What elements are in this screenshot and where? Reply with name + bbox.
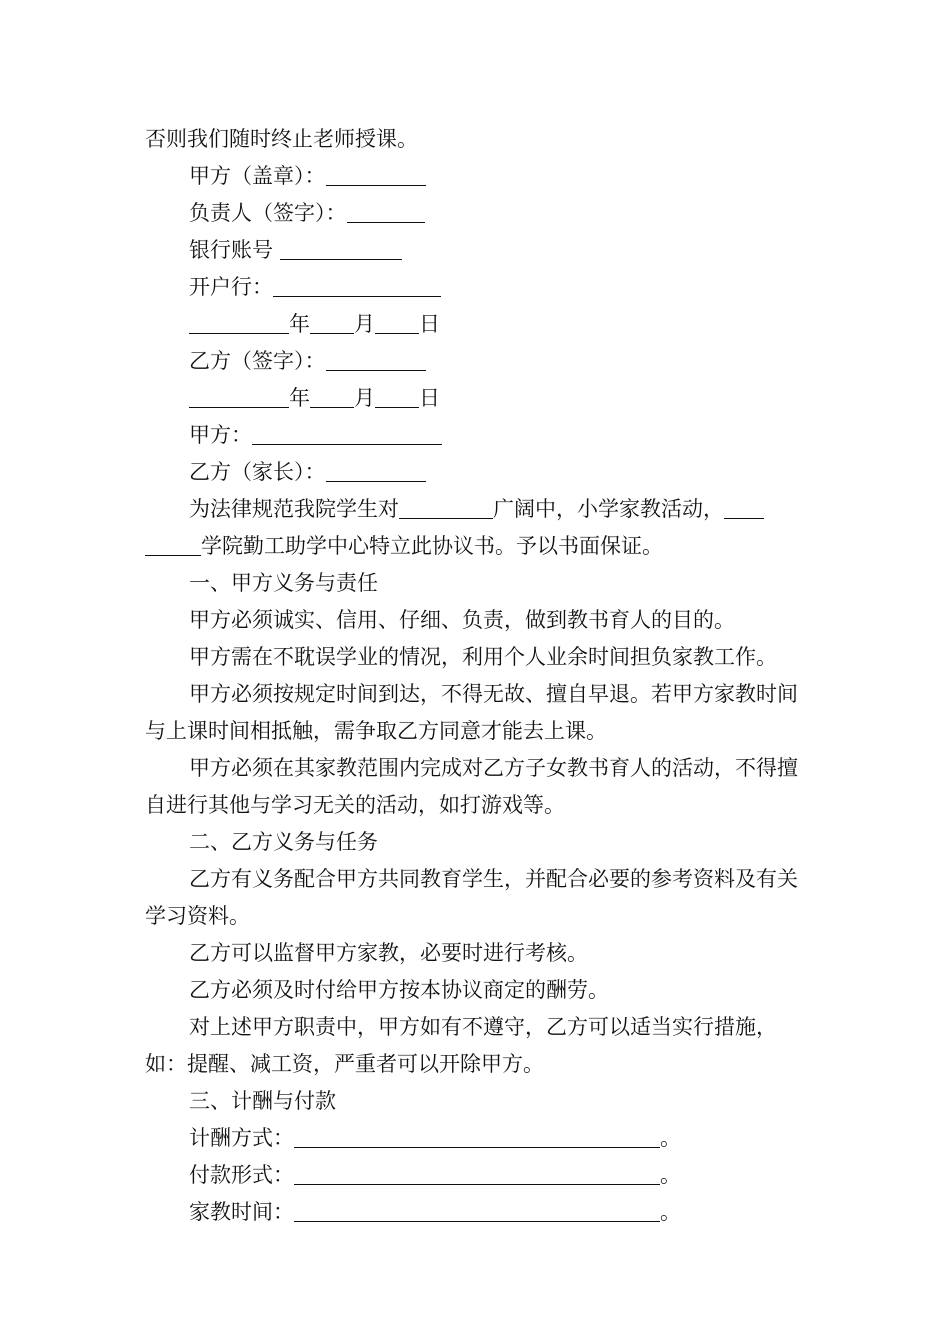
section-1-title: 一、甲方义务与责任: [189, 571, 378, 595]
section-2-para-2: 乙方可以监督甲方家教，必要时进行考核。: [189, 941, 588, 965]
pay-method-line: 计酬方式： 。: [189, 1126, 681, 1150]
section-2-para-4: 对上述甲方职责中，甲方如有不遵守，乙方可以适当实行措施，如：提醒、减工资，严重者可以开除甲方。: [145, 1015, 777, 1076]
section-1-para-2: 甲方需在不耽误学业的情况，利用个人业余时间担负家教工作。: [189, 645, 777, 669]
intro-paragraph: 为法律规范我院学生对 广阔中，小学家教活动， 学院勤工助学中心特立此协议书。予以书面保证。: [145, 491, 817, 565]
section-1-para-4: 甲方必须在其家教范围内完成对乙方子女教书育人的活动，不得擅自进行其他与学习无关的活动，如打游戏等。: [145, 756, 798, 817]
target-blank[interactable]: [399, 496, 493, 519]
section-3-title: 三、计酬与付款: [189, 1089, 336, 1113]
pay-method-blank[interactable]: [294, 1125, 660, 1148]
section-2-para-3: 乙方必须及时付给甲方按本协议商定的酬劳。: [189, 978, 609, 1002]
section-1-para-1: 甲方必须诚实、信用、仔细、负责，做到教书育人的目的。: [189, 608, 735, 632]
section-2-para-1: 乙方有义务配合甲方共同教育学生，并配合必要的参考资料及有关学习资料。: [145, 867, 798, 928]
year-blank[interactable]: [189, 311, 289, 334]
responsible-person-line: 负责人（签字）：: [145, 195, 817, 232]
date-line-2: 年 月 日: [145, 380, 817, 417]
tutor-time-blank[interactable]: [294, 1199, 660, 1222]
bank-branch-blank[interactable]: [273, 274, 441, 297]
section-2-title: 二、乙方义务与任务: [189, 830, 378, 854]
bank-account-line: 银行账号: [145, 232, 817, 269]
party-a-line: 甲方：: [145, 417, 817, 454]
day-blank[interactable]: [375, 311, 419, 334]
pay-form-blank[interactable]: [294, 1162, 660, 1185]
month-blank[interactable]: [310, 311, 354, 334]
section-1-para-3: 甲方必须按规定时间到达，不得无故、擅自早退。若甲方家教时间与上课时间相抵触，需争取乙方同意才能去上课。: [145, 682, 798, 743]
school-blank-a[interactable]: [724, 496, 764, 519]
bank-branch-line: 开户行：: [145, 269, 817, 306]
party-b-sign-blank[interactable]: [326, 348, 426, 371]
party-a-seal-blank[interactable]: [326, 163, 426, 186]
party-b-parent-line: 乙方（家长）：: [145, 454, 817, 491]
date-line-1: 年 月 日: [145, 306, 817, 343]
school-blank-b[interactable]: [145, 533, 201, 556]
party-a-seal-line: 甲方（盖章）：: [145, 158, 817, 195]
party-b-parent-blank[interactable]: [326, 459, 426, 482]
month-blank[interactable]: [310, 385, 354, 408]
day-blank[interactable]: [375, 385, 419, 408]
tutor-time-line: 家教时间： 。: [189, 1200, 681, 1224]
party-a-blank[interactable]: [252, 422, 442, 445]
contract-body: [145, 121, 817, 1231]
closing-line: 否则我们随时终止老师授课。: [145, 127, 418, 151]
party-b-sign-line: 乙方（签字）：: [145, 343, 817, 380]
responsible-person-blank[interactable]: [347, 200, 425, 223]
pay-form-line: 付款形式： 。: [189, 1163, 681, 1187]
bank-account-blank[interactable]: [280, 237, 402, 260]
year-blank[interactable]: [189, 385, 289, 408]
